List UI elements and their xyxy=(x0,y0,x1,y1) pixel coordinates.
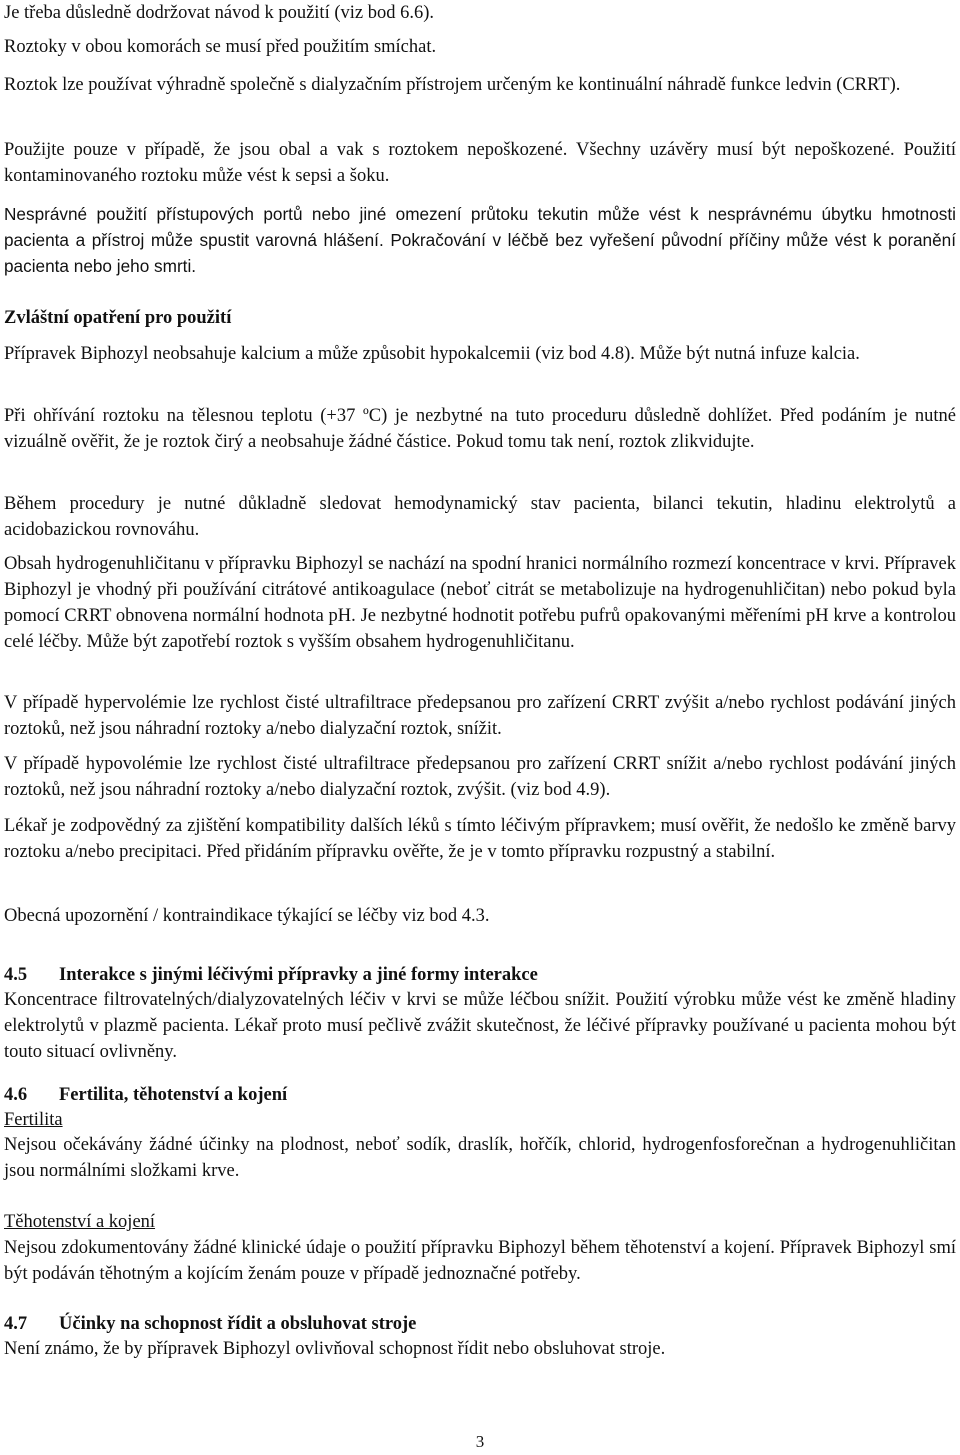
paragraph-crrt: Roztok lze používat výhradně společně s dialyzačním přístrojem určeným ke kontinuální náhradě funkce ledvin (CRRT). xyxy=(4,75,901,95)
section-title: Fertilita, těhotenství a kojení xyxy=(59,1085,288,1105)
paragraph-instructions: Je třeba důsledně dodržovat návod k použití (viz bod 6.6). xyxy=(4,3,435,23)
paragraph-general-warnings: Obecná upozornění / kontraindikace týkající se léčby viz bod 4.3. xyxy=(4,906,490,926)
section-heading-4-7 xyxy=(4,1311,956,1337)
paragraph-calcium: Přípravek Biphozyl neobsahuje kalcium a může způsobit hypokalcemii (viz bod 4.8). Může být nutná infuze kalcia. xyxy=(4,344,860,364)
paragraph-integrity: Použijte pouze v případě, že jsou obal a vak s roztokem nepoškozené. Všechny uzávěry musí být nepoškozené. Použití kontaminovaného roztoku může vést k sepsi a šoku. xyxy=(4,140,956,186)
paragraph-monitoring: Během procedury je nutné důkladně sledovat hemodynamický stav pacienta, bilanci tekutin, hladinu elektrolytů a acidobazickou rovnováhu. xyxy=(4,494,956,540)
section-number: 4.5 xyxy=(4,965,28,985)
paragraph-driving: Není známo, že by přípravek Biphozyl ovlivňoval schopnost řídit nebo obsluhovat stroje. xyxy=(4,1339,666,1359)
section-number: 4.6 xyxy=(4,1085,28,1105)
paragraph-hypovolemia: V případě hypovolémie lze rychlost čisté ultrafiltrace předepsanou pro zařízení CRRT snížit a/nebo rychlost podávání jiných roztoků, než jsou náhradní roztoky a/nebo dialyzační roztok, zvýšit. (viz bod 4.9). xyxy=(4,754,956,800)
paragraph-mixing: Roztoky v obou komorách se musí před použitím smíchat. xyxy=(4,37,437,57)
subheading-pregnancy: Těhotenství a kojení xyxy=(4,1212,156,1232)
subheading-fertility: Fertilita xyxy=(4,1110,63,1130)
section-heading-4-6 xyxy=(4,1082,956,1108)
paragraph-bicarbonate: Obsah hydrogenuhličitanu v přípravku Biphozyl se nachází na spodní hranici normálního rozmezí koncentrace v krvi. Přípravek Biphozyl je vhodný při používání citrátové antikoagulace (neboť citrát se metabolizuje na hydrogenuhličitan) nebo pokud byla pomocí CRRT obnovena normální hodnota pH. Je nezbytné hodnotit potřebu pufrů opakovanými měřeními pH krve a kontrolou celé léčby. Může být zapotřebí roztok s vyšším obsahem hydrogenuhličitanu. xyxy=(4,554,956,652)
section-number: 4.7 xyxy=(4,1314,28,1334)
section-heading-4-5 xyxy=(4,962,956,988)
paragraph-warming: Při ohřívání roztoku na tělesnou teplotu (+37 ºC) je nezbytné na tuto proceduru důsledně dohlížet. Před podáním je nutné vizuálně ověřit, že je roztok čirý a neobsahuje žádné částice. Pokud tomu tak není, roztok zlikvidujte. xyxy=(4,406,956,452)
paragraph-hypervolemia: V případě hypervolémie lze rychlost čisté ultrafiltrace předepsanou pro zařízení CRRT zvýšit a/nebo rychlost podávání jiných roztoků, než jsou náhradní roztoky a/nebo dialyzační roztok, snížit. xyxy=(4,693,956,739)
paragraph-ports: Nesprávné použití přístupových portů nebo jiné omezení průtoku tekutin může vést k nesprávnému úbytku hmotnosti pacienta a přístroj může spustit varovná hlášení. Pokračování v léčbě bez vyřešení původní příčiny může vést k poranění pacienta nebo jeho smrti. xyxy=(4,204,956,276)
page-number: 3 xyxy=(475,1432,485,1451)
paragraph-fertility: Nejsou očekávány žádné účinky na plodnost, neboť sodík, draslík, hořčík, chlorid, hydrogenfosforečnan a hydrogenuhličitan jsou normálními složkami krve. xyxy=(4,1135,956,1181)
paragraph-compatibility: Lékař je zodpovědný za zjištění kompatibility dalších léků s tímto léčivým přípravkem; musí ověřit, že nedošlo ke změně barvy roztoku a/nebo precipitaci. Před přidáním přípravku ověřte, že je v tomto přípravku rozpustný a stabilní. xyxy=(4,816,956,862)
paragraph-pregnancy: Nejsou zdokumentovány žádné klinické údaje o použití přípravku Biphozyl během těhotenství a kojení. Přípravek Biphozyl smí být podáván těhotným a kojícím ženám pouze v případě jednoznačné potřeby. xyxy=(4,1238,956,1284)
paragraph-interactions: Koncentrace filtrovatelných/dialyzovatelných léčiv v krvi se může léčbou snížit. Použití výrobku může vést ke změně hladiny elektrolytů v plazmě pacienta. Lékař proto musí pečlivě zvážit skutečnost, že léčivé přípravky používané u pacienta mohou být touto situací ovlivněny. xyxy=(4,990,956,1062)
section-title: Interakce s jinými léčivými přípravky a jiné formy interakce xyxy=(59,965,538,985)
section-title: Účinky na schopnost řídit a obsluhovat stroje xyxy=(59,1314,417,1334)
heading-special-precautions: Zvláštní opatření pro použití xyxy=(4,308,232,328)
